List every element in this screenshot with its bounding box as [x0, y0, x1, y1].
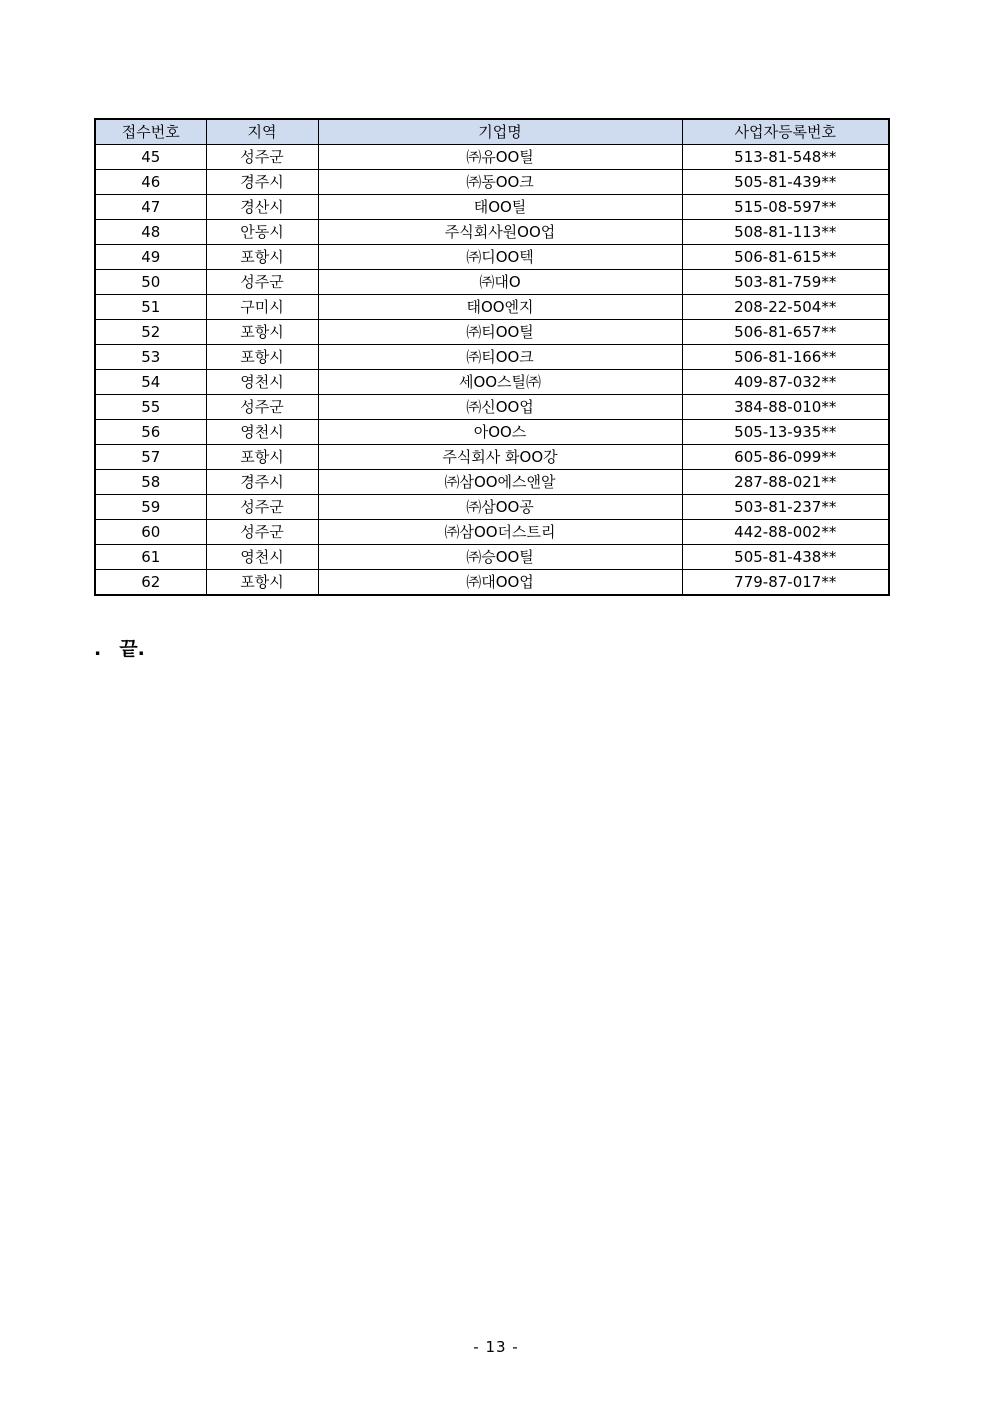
- table-row: [95, 470, 889, 495]
- cell-business-reg-no: 208-22-504**: [682, 295, 889, 320]
- table-row: [95, 370, 889, 395]
- cell-business-reg-no: 779-87-017**: [682, 570, 889, 596]
- cell-business-reg-no: 505-13-935**: [682, 420, 889, 445]
- cell-region: 안동시: [206, 220, 318, 245]
- cell-region: 포항시: [206, 245, 318, 270]
- cell-receipt-no: 48: [95, 220, 206, 245]
- table-row: [95, 145, 889, 170]
- cell-business-reg-no: 503-81-759**: [682, 270, 889, 295]
- cell-company-name: ㈜신OO업: [318, 395, 682, 420]
- cell-company-name: ㈜대O: [318, 270, 682, 295]
- cell-business-reg-no: 287-88-021**: [682, 470, 889, 495]
- cell-receipt-no: 58: [95, 470, 206, 495]
- cell-business-reg-no: 503-81-237**: [682, 495, 889, 520]
- cell-receipt-no: 49: [95, 245, 206, 270]
- table-row: [95, 170, 889, 195]
- table-row: [95, 495, 889, 520]
- header-company-name: 기업명: [318, 119, 682, 145]
- cell-company-name: ㈜삼OO더스트리: [318, 520, 682, 545]
- cell-region: 포항시: [206, 445, 318, 470]
- cell-region: 경주시: [206, 470, 318, 495]
- cell-receipt-no: 61: [95, 545, 206, 570]
- cell-region: 성주군: [206, 270, 318, 295]
- table-row: [95, 395, 889, 420]
- cell-region: 성주군: [206, 395, 318, 420]
- cell-region: 구미시: [206, 295, 318, 320]
- cell-receipt-no: 47: [95, 195, 206, 220]
- cell-company-name: ㈜삼OO에스앤알: [318, 470, 682, 495]
- header-business-reg-no: 사업자등록번호: [682, 119, 889, 145]
- cell-receipt-no: 55: [95, 395, 206, 420]
- cell-region: 영천시: [206, 370, 318, 395]
- cell-region: 포항시: [206, 320, 318, 345]
- cell-company-name: 주식회사원OO업: [318, 220, 682, 245]
- cell-company-name: ㈜디OO텍: [318, 245, 682, 270]
- cell-region: 경주시: [206, 170, 318, 195]
- table-row: [95, 345, 889, 370]
- cell-company-name: ㈜삼OO공: [318, 495, 682, 520]
- table-row: [95, 445, 889, 470]
- cell-business-reg-no: 513-81-548**: [682, 145, 889, 170]
- cell-company-name: ㈜유OO틸: [318, 145, 682, 170]
- page-number: - 13 -: [473, 1338, 519, 1356]
- cell-region: 성주군: [206, 495, 318, 520]
- cell-receipt-no: 62: [95, 570, 206, 596]
- end-mark-text: 끝.: [119, 638, 145, 660]
- cell-region: 포항시: [206, 570, 318, 596]
- cell-business-reg-no: 442-88-002**: [682, 520, 889, 545]
- cell-company-name: 세OO스틸㈜: [318, 370, 682, 395]
- table-row: [95, 245, 889, 270]
- table-row: [95, 270, 889, 295]
- cell-region: 성주군: [206, 520, 318, 545]
- table-row: [95, 520, 889, 545]
- table-row: [95, 220, 889, 245]
- cell-business-reg-no: 506-81-166**: [682, 345, 889, 370]
- cell-receipt-no: 46: [95, 170, 206, 195]
- cell-business-reg-no: 505-81-439**: [682, 170, 889, 195]
- table-row: [95, 545, 889, 570]
- table-row: [95, 295, 889, 320]
- header-receipt-no: 접수번호: [95, 119, 206, 145]
- cell-region: 영천시: [206, 420, 318, 445]
- cell-company-name: ㈜대OO업: [318, 570, 682, 596]
- cell-receipt-no: 59: [95, 495, 206, 520]
- cell-company-name: 태OO엔지: [318, 295, 682, 320]
- cell-receipt-no: 45: [95, 145, 206, 170]
- cell-company-name: 아OO스: [318, 420, 682, 445]
- cell-business-reg-no: 506-81-615**: [682, 245, 889, 270]
- cell-receipt-no: 57: [95, 445, 206, 470]
- cell-business-reg-no: 506-81-657**: [682, 320, 889, 345]
- cell-receipt-no: 60: [95, 520, 206, 545]
- table-row: [95, 195, 889, 220]
- cell-region: 포항시: [206, 345, 318, 370]
- end-mark: [94, 634, 145, 661]
- cell-company-name: 주식회사 화OO강: [318, 445, 682, 470]
- cell-company-name: ㈜동OO크: [318, 170, 682, 195]
- cell-business-reg-no: 384-88-010**: [682, 395, 889, 420]
- cell-region: 경산시: [206, 195, 318, 220]
- end-mark-dot: .: [94, 638, 102, 660]
- cell-company-name: ㈜티OO크: [318, 345, 682, 370]
- cell-receipt-no: 52: [95, 320, 206, 345]
- cell-receipt-no: 54: [95, 370, 206, 395]
- cell-company-name: 태OO틸: [318, 195, 682, 220]
- cell-receipt-no: 50: [95, 270, 206, 295]
- cell-business-reg-no: 605-86-099**: [682, 445, 889, 470]
- cell-business-reg-no: 409-87-032**: [682, 370, 889, 395]
- cell-company-name: ㈜티OO틸: [318, 320, 682, 345]
- table-body: [95, 145, 889, 596]
- header-region: 지역: [206, 119, 318, 145]
- cell-receipt-no: 53: [95, 345, 206, 370]
- table-header-row: [95, 119, 889, 145]
- cell-region: 성주군: [206, 145, 318, 170]
- cell-region: 영천시: [206, 545, 318, 570]
- table-row: [95, 570, 889, 596]
- cell-business-reg-no: 515-08-597**: [682, 195, 889, 220]
- table-row: [95, 420, 889, 445]
- cell-company-name: ㈜승OO틸: [318, 545, 682, 570]
- cell-business-reg-no: 505-81-438**: [682, 545, 889, 570]
- registration-table: [94, 118, 890, 596]
- cell-business-reg-no: 508-81-113**: [682, 220, 889, 245]
- cell-receipt-no: 56: [95, 420, 206, 445]
- table-row: [95, 320, 889, 345]
- cell-receipt-no: 51: [95, 295, 206, 320]
